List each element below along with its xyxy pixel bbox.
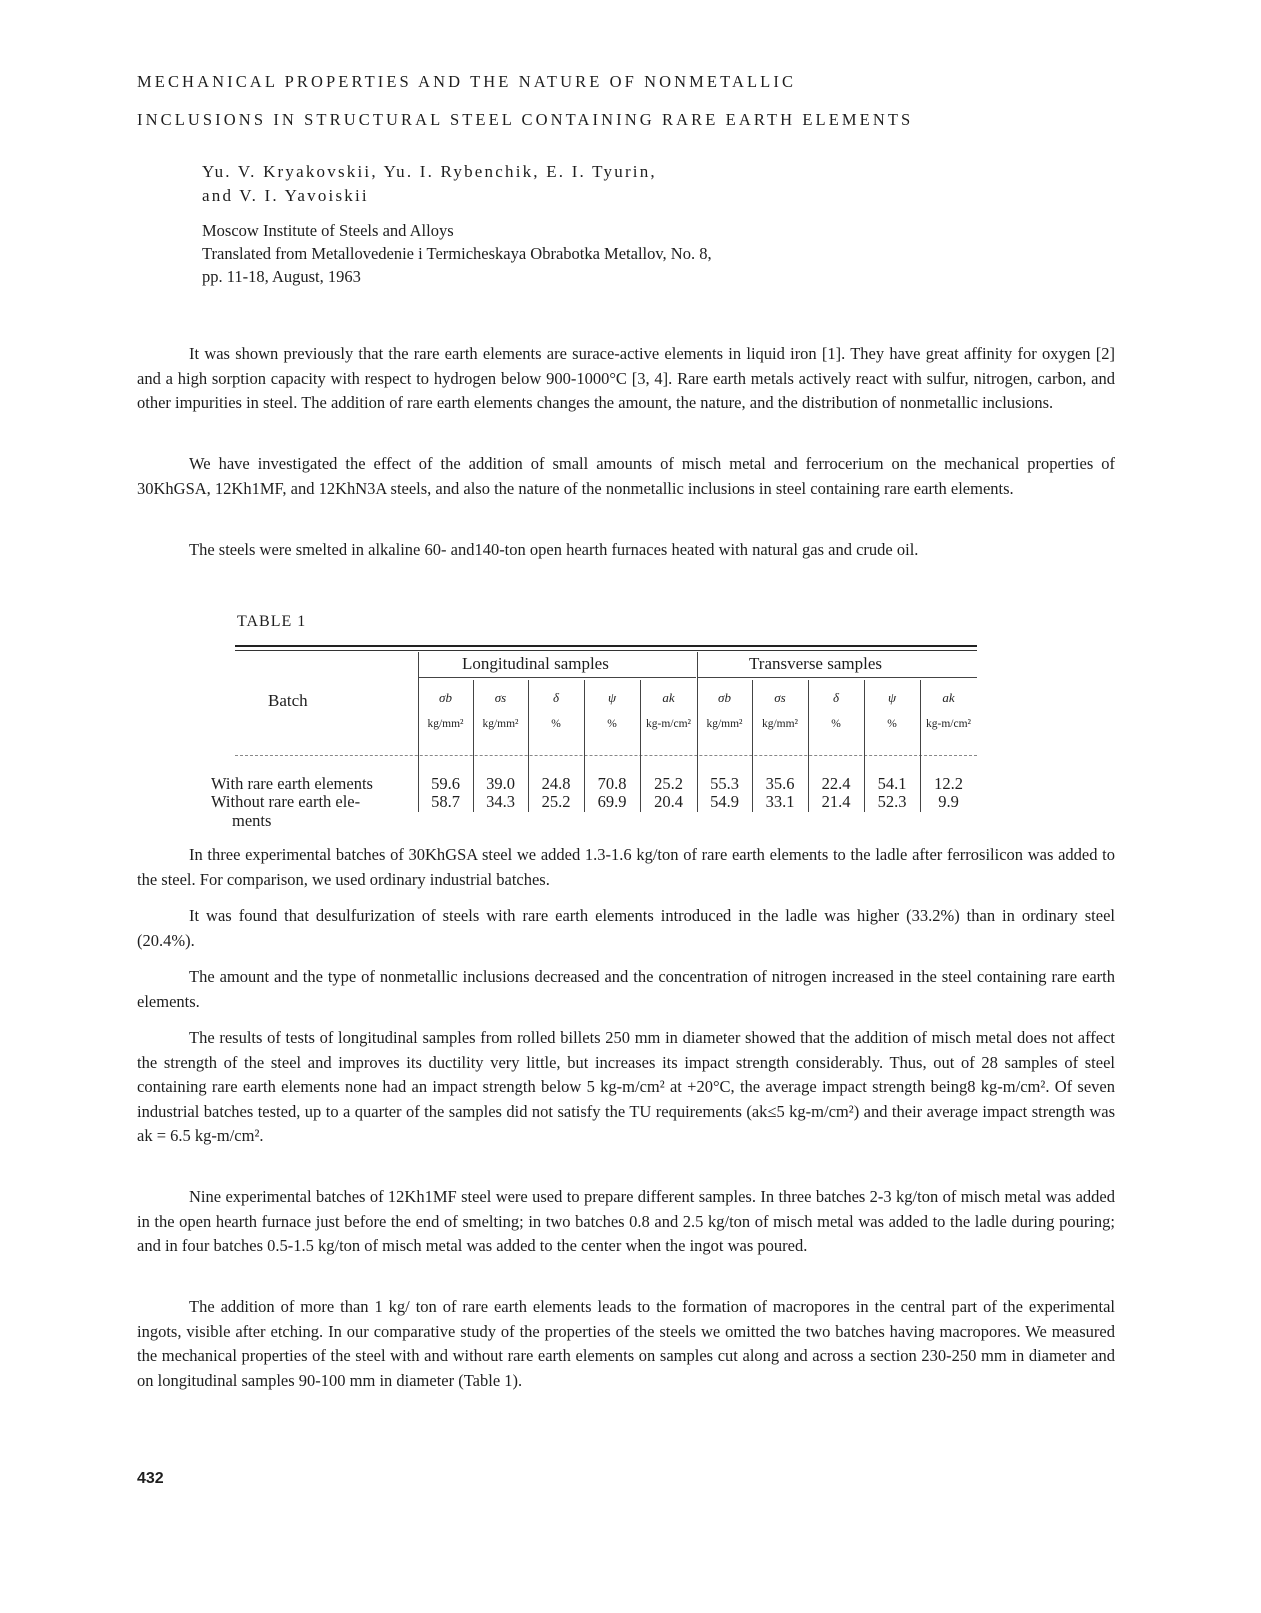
column-unit: % [551,718,561,730]
table-cell: 52.3 [877,792,907,811]
column-unit: kg-m/cm² [646,718,691,730]
row-label-with: With rare earth elements [211,774,373,793]
page-number: 432 [137,1470,164,1487]
paragraph-5: It was found that desulfurization of steels with rare earth elements introduced in the ladle was higher (33.2%) than in ordinary steel (20.4%). [137,906,1115,950]
batch-column-header: Batch [268,691,308,710]
table-cell: 59.6 [431,774,460,793]
group-header-longitudinal: Longitudinal samples [462,654,609,673]
table-label: TABLE 1 [237,613,307,630]
column-unit: % [887,718,897,730]
column-symbol: σb [718,690,731,705]
group-underline-transverse [697,677,977,678]
paragraph-6: The amount and the type of nonmetallic inclusions decreased and the concentration of nitrogen increased in the steel containing rare earth elements. [137,967,1115,1011]
table-header-rule [235,755,977,756]
table-cell: 70.8 [597,774,627,793]
column-symbol: ak [942,690,955,705]
table-cell: 25.2 [654,774,683,793]
table-cell: 54.9 [710,792,739,811]
institute: Moscow Institute of Steels and Alloys [202,221,454,240]
authors-line-2: and V. I. Yavoiskii [202,186,369,205]
table-cell: 54.1 [877,774,907,793]
table-cell: 25.2 [541,792,571,811]
column-symbol: ψ [887,690,897,705]
paragraph-9: The addition of more than 1 kg/ ton of rare earth elements leads to the formation of macropores in the central part of the experimental ingots, visible after etching. In our comparative study of the properties of the steels we omitted the two batches having macropores. We measured the mechanical properties of the steel with and without rare earth elements on samples cut along and across a section 230-250 mm in diameter and on longitudinal samples 90-100 mm in diameter (Table 1). [137,1297,1115,1390]
column-symbol: σb [439,690,452,705]
table-top-rule-thin [235,650,977,651]
paragraph-7: The results of tests of longitudinal samples from rolled billets 250 mm in diameter showed that the addition of misch metal does not affect the strength of the steel and improves its ductility very little, but increases its impact strength considerably. Thus, out of 28 samples of steel containing rare earth elements none had an impact strength below 5 kg-m/cm² at +20°C, the average impact strength being8 kg-m/cm². Of seven industrial batches tested, up to a quarter of the samples did not satisfy the TU requirements (ak≤5 kg-m/cm²) and their average impact strength was ak = 6.5 kg-m/cm². [137,1028,1115,1145]
column-unit: % [607,718,617,730]
paragraph-3: The steels were smelted in alkaline 60- and140-ton open hearth furnaces heated with natural gas and crude oil. [189,540,919,559]
column-unit: % [831,718,841,730]
column-unit: kg/mm² [427,718,464,730]
table-cell: 39.0 [486,774,515,793]
table-cell: 35.6 [765,774,795,793]
column-symbol: δ [552,690,560,705]
column-unit: kg/mm² [761,718,799,730]
paragraph-4: In three experimental batches of 30KhGSA steel we added 1.3-1.6 kg/ton of rare earth elements to the ladle after ferrosilicon was added to the steel. For comparison, we used ordinary industrial batches. [137,845,1115,889]
table-top-rule [235,645,977,647]
row-label-without-cont: ments [232,811,272,830]
table-cell: 21.4 [821,792,851,811]
column-unit: kg/mm² [706,718,743,730]
title-line-2: INCLUSIONS IN STRUCTURAL STEEL CONTAINING RARE EARTH ELEMENTS [137,110,914,129]
table-cell: 58.7 [431,792,460,811]
table-cell: 20.4 [654,792,683,811]
paragraph-8: Nine experimental batches of 12Kh1MF steel were used to prepare different samples. In three batches 2-3 kg/ton of misch metal was added in the open hearth furnace just before the end of smelting; in two batches 0.8 and 2.5 kg/ton of misch metal was added to the ladle during pouring; and in four batches 0.5-1.5 kg/ton of misch metal was added to the center when the ingot was poured. [137,1187,1115,1255]
translation-pages: pp. 11-18, August, 1963 [202,267,361,286]
column-symbol: ak [662,690,675,705]
table-cell: 9.9 [938,792,959,811]
group-header-transverse: Transverse samples [749,654,882,673]
authors [202,160,657,208]
table-cell: 12.2 [934,774,963,793]
table-cell: 22.4 [821,774,851,793]
paragraph-1: It was shown previously that the rare earth elements are surace-active elements in liquid iron [1]. They have great affinity for oxygen [2] and a high sorption capacity with respect to hydrogen below 900-1000°C [3, 4]. Rare earth metals actively react with sulfur, nitrogen, carbon, and other impurities in steel. The addition of rare earth elements changes the amount, the nature, and the distribution of nonmetallic inclusions. [137,344,1115,412]
translation-source: Translated from Metallovedenie i Termicheskaya Obrabotka Metallov, No. 8, [202,244,712,263]
title-line-1: MECHANICAL PROPERTIES AND THE NATURE OF NONMETALLIC [137,72,797,91]
table-cell: 33.1 [765,792,795,811]
table-cell: 24.8 [541,774,571,793]
column-unit: kg-m/cm² [926,718,971,730]
affiliation [202,219,712,288]
row-label-without: Without rare earth ele- [211,792,361,811]
column-symbol: δ [832,690,840,705]
column-symbol: σs [494,690,507,705]
table-cell: 69.9 [597,792,627,811]
column-symbol: σs [774,690,786,705]
authors-line-1: Yu. V. Kryakovskii, Yu. I. Rybenchik, E. I. Tyurin, [202,162,657,181]
table-cell: 55.3 [710,774,739,793]
table-cell: 34.3 [486,792,515,811]
column-unit: kg/mm² [482,718,519,730]
group-underline-longitudinal [418,677,696,678]
column-symbol: ψ [607,690,617,705]
paragraph-2: We have investigated the effect of the addition of small amounts of misch metal and ferrocerium on the mechanical properties of 30KhGSA, 12Kh1MF, and 12KhN3A steels, and also the nature of the nonmetallic inclusions in steel containing rare earth elements. [137,454,1115,498]
